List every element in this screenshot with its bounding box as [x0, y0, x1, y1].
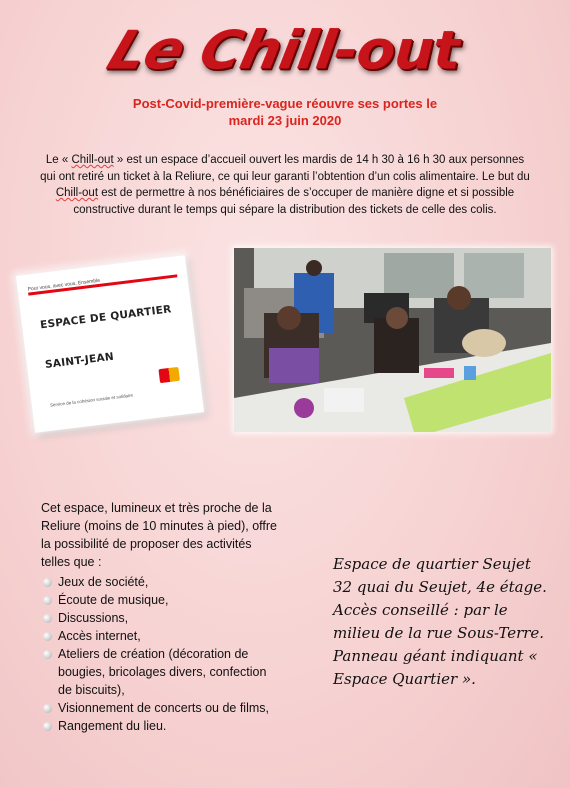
intro-text-start: Le « [45, 154, 72, 166]
bullet-icon [43, 722, 52, 731]
city-logo [158, 367, 180, 383]
location-name: Espace de quartier Seujet [333, 555, 531, 573]
signage-note: Panneau géant indiquant « Espace Quartier ». [333, 647, 538, 688]
page-title: Le Chill-out [99, 20, 460, 83]
list-item: Accès internet, [41, 627, 281, 645]
activities-section [41, 499, 281, 735]
list-item: Ateliers de création (décoration de bougies, bricolages divers, confection de biscuits), [41, 645, 281, 699]
list-item: Écoute de musique, [41, 591, 281, 609]
intro-paragraph [40, 152, 530, 218]
sign-line-2: SAINT-JEAN [44, 350, 115, 372]
sign-line-1: ESPACE DE QUARTIER [39, 303, 173, 332]
activity-room-illustration [234, 248, 551, 432]
sign-tagline: Pour vous, avec vous, Ensemble [27, 268, 177, 295]
activities-intro: Cet espace, lumineux et très proche de la Reliure (moins de 10 minutes à pied), offre la possibilité de proposer des activités telles que : [41, 501, 277, 569]
intro-text-end: est de permettre à nos bénéficiaires de s’occuper de manière digne et si possible constructive durant le temps qui sépare la distribution des tickets de celle des colis. [73, 187, 515, 216]
list-item: Jeux de société, [41, 573, 281, 591]
espace-de-quartier-sign-photo [16, 255, 204, 433]
chill-out-term: Chill-out [71, 154, 114, 166]
bullet-icon [43, 596, 52, 605]
list-item: Discussions, [41, 609, 281, 627]
location-info [333, 553, 548, 691]
intro-text-middle: » est un espace d’accueil ouvert les mardis de 14 h 30 à 16 h 30 aux personnes qui ont retiré un ticket à la Reliure, ce qui leur garanti l’obtention d’un colis alimentaire. Le but du [40, 154, 530, 183]
bullet-icon [43, 704, 52, 713]
bullet-icon [43, 614, 52, 623]
list-item: Visionnement de concerts ou de films, [41, 699, 281, 717]
activity-room-photo [234, 248, 551, 432]
access-advice: Accès conseillé : par le milieu de la rue Sous-Terre. [333, 601, 545, 642]
sign-small-print: Service de la cohésion sociale et solidaire [49, 392, 134, 408]
list-item: Rangement du lieu. [41, 717, 281, 735]
bullet-icon [43, 650, 52, 659]
chill-out-term: Chill-out [55, 187, 99, 199]
bullet-icon [43, 632, 52, 641]
location-address: 32 quai du Seujet, 4e étage. [333, 578, 547, 596]
subtitle: Post-Covid-première-vague réouvre ses portes le mardi 23 juin 2020 [132, 96, 438, 128]
activities-list [41, 573, 281, 735]
bullet-icon [43, 578, 52, 587]
